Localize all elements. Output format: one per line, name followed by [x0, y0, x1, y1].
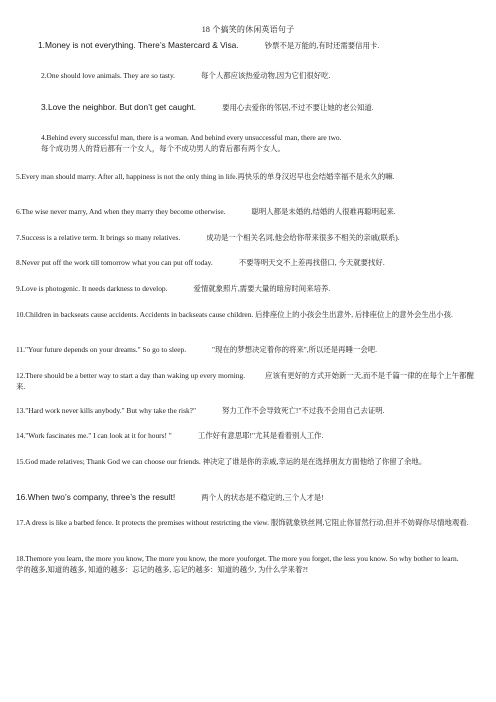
- item-chinese: 爱情就象照片,需要大量的暗房时间来培养.: [193, 284, 331, 293]
- item-english: 13."Hard work never kills anybody." But why take the risk?": [16, 406, 196, 415]
- list-item: [16, 171, 478, 182]
- item-chinese: 工作好有意思耶!"尤其是看着别人工作.: [197, 431, 324, 440]
- item-chinese: 聪明人都是未婚的,结婚的人很难再聪明起来.: [251, 207, 396, 216]
- item-english: 16.When two’s company, three’s the result!: [16, 492, 176, 502]
- item-chinese: 每个成功男人的背后都有一个女人，每个不成功男人的背后都有两个女人。: [41, 144, 285, 153]
- item-english: 5.Every man should marry. After all, happiness is not the only thing in life.: [16, 172, 238, 181]
- item-english: 17.A dress is like a barbed fence. It protects the premises without restricting the view.: [16, 518, 269, 527]
- item-english: 14."Work fascinates me." I can look at it for hours! ": [16, 431, 172, 440]
- list-item: [16, 207, 396, 218]
- item-chinese: 每个人都应该热爱动物,因为它们很好吃.: [201, 71, 331, 80]
- list-item: [41, 102, 374, 114]
- list-item: [41, 71, 330, 82]
- list-item: [16, 345, 377, 356]
- item-english: 2.One should love animals. They are so tasty.: [41, 71, 176, 80]
- item-chinese: "现在的梦想决定着你的将来",所以还是再睡一会吧.: [212, 345, 377, 354]
- item-chinese: 两个人的状态是不稳定的,三个人才是!: [201, 493, 324, 502]
- item-chinese: 再快乐的单身汉迟早也会结婚幸福不是永久的嘛.: [237, 172, 395, 181]
- item-chinese: 成功是一个相关名词,他会给你带来很多不相关的亲戚(联系).: [206, 233, 400, 242]
- item-english: 8.Never put off the work till tomorrow what you can put off today.: [16, 258, 213, 267]
- list-item: [16, 406, 385, 417]
- list-item: [16, 517, 478, 528]
- item-chinese: 要用心去爱你的邻居,不过不要让她的老公知道.: [222, 103, 374, 112]
- item-chinese: 服饰就象铁丝网,它阻止你冒然行动,但并不妨碍你尽情地观看.: [270, 518, 469, 527]
- list-item: [16, 492, 324, 504]
- item-english: 18.Themore you learn, the more you know, The more you know, the more youforget. The more you forget, the less you know. So why bother to learn.: [16, 554, 459, 563]
- list-item: [16, 284, 330, 295]
- item-chinese: 努力工作不会导致死亡!"不过我不会用自己去证明.: [221, 406, 385, 415]
- item-english: 7.Success is a relative term. It brings so many relatives.: [16, 233, 181, 242]
- item-english: 3.Love the neighbor. But don’t get caught.: [41, 102, 197, 112]
- item-chinese: 学的越多,知道的越多, 知道的越多：忘记的越多, 忘记的越多：知道的越少, 为什么学来着?!: [16, 565, 309, 574]
- list-item: [38, 40, 379, 52]
- item-chinese: 后排座位上的小孩会生出意外, 后排座位上的意外会生出小孩.: [255, 310, 453, 319]
- item-chinese: 钞票不是万能的,有时还需要信用卡.: [264, 41, 380, 50]
- item-english: 4.Behind every successful man, there is a woman. And behind every unsuccessful man, there are two.: [41, 133, 342, 142]
- item-chinese: 神决定了谁是你的亲戚,幸运的是在选择朋友方面他给了你留了余地。: [202, 457, 427, 466]
- list-item: [41, 133, 341, 144]
- item-chinese: 不要等明天交不上差再找借口, 今天就要找好.: [238, 258, 385, 267]
- list-item: [16, 370, 478, 392]
- list-item: [16, 258, 385, 269]
- item-english: 12.There should be a better way to start a day than waking up every morning.: [16, 371, 246, 380]
- item-english: 15.God made relatives; Thank God we can choose our friends.: [16, 457, 201, 466]
- page-title: 18 个搞笑的休闲英语句子: [201, 25, 295, 34]
- item-english: 1.Money is not everything. There’s Mastercard & Visa.: [38, 40, 239, 50]
- list-item: [16, 233, 400, 244]
- item-english: 6.The wise never marry, And when they marry they become otherwise.: [16, 207, 226, 216]
- list-item: [16, 456, 478, 467]
- list-item: [16, 431, 323, 442]
- item-english: 10.Children in backseats cause accidents. Accidents in backseats cause children.: [16, 310, 254, 319]
- item-english: 11."Your future depends on your dreams." So go to sleep.: [16, 345, 187, 354]
- list-item-translation: [41, 144, 285, 155]
- item-chinese: 应该有更好的方式开始新一天,而不是千篇一律的在每个上午都醒来.: [16, 371, 474, 391]
- list-item: [16, 553, 478, 575]
- item-english: 9.Love is photogenic. It needs darkness to develop.: [16, 284, 168, 293]
- list-item: [16, 309, 478, 320]
